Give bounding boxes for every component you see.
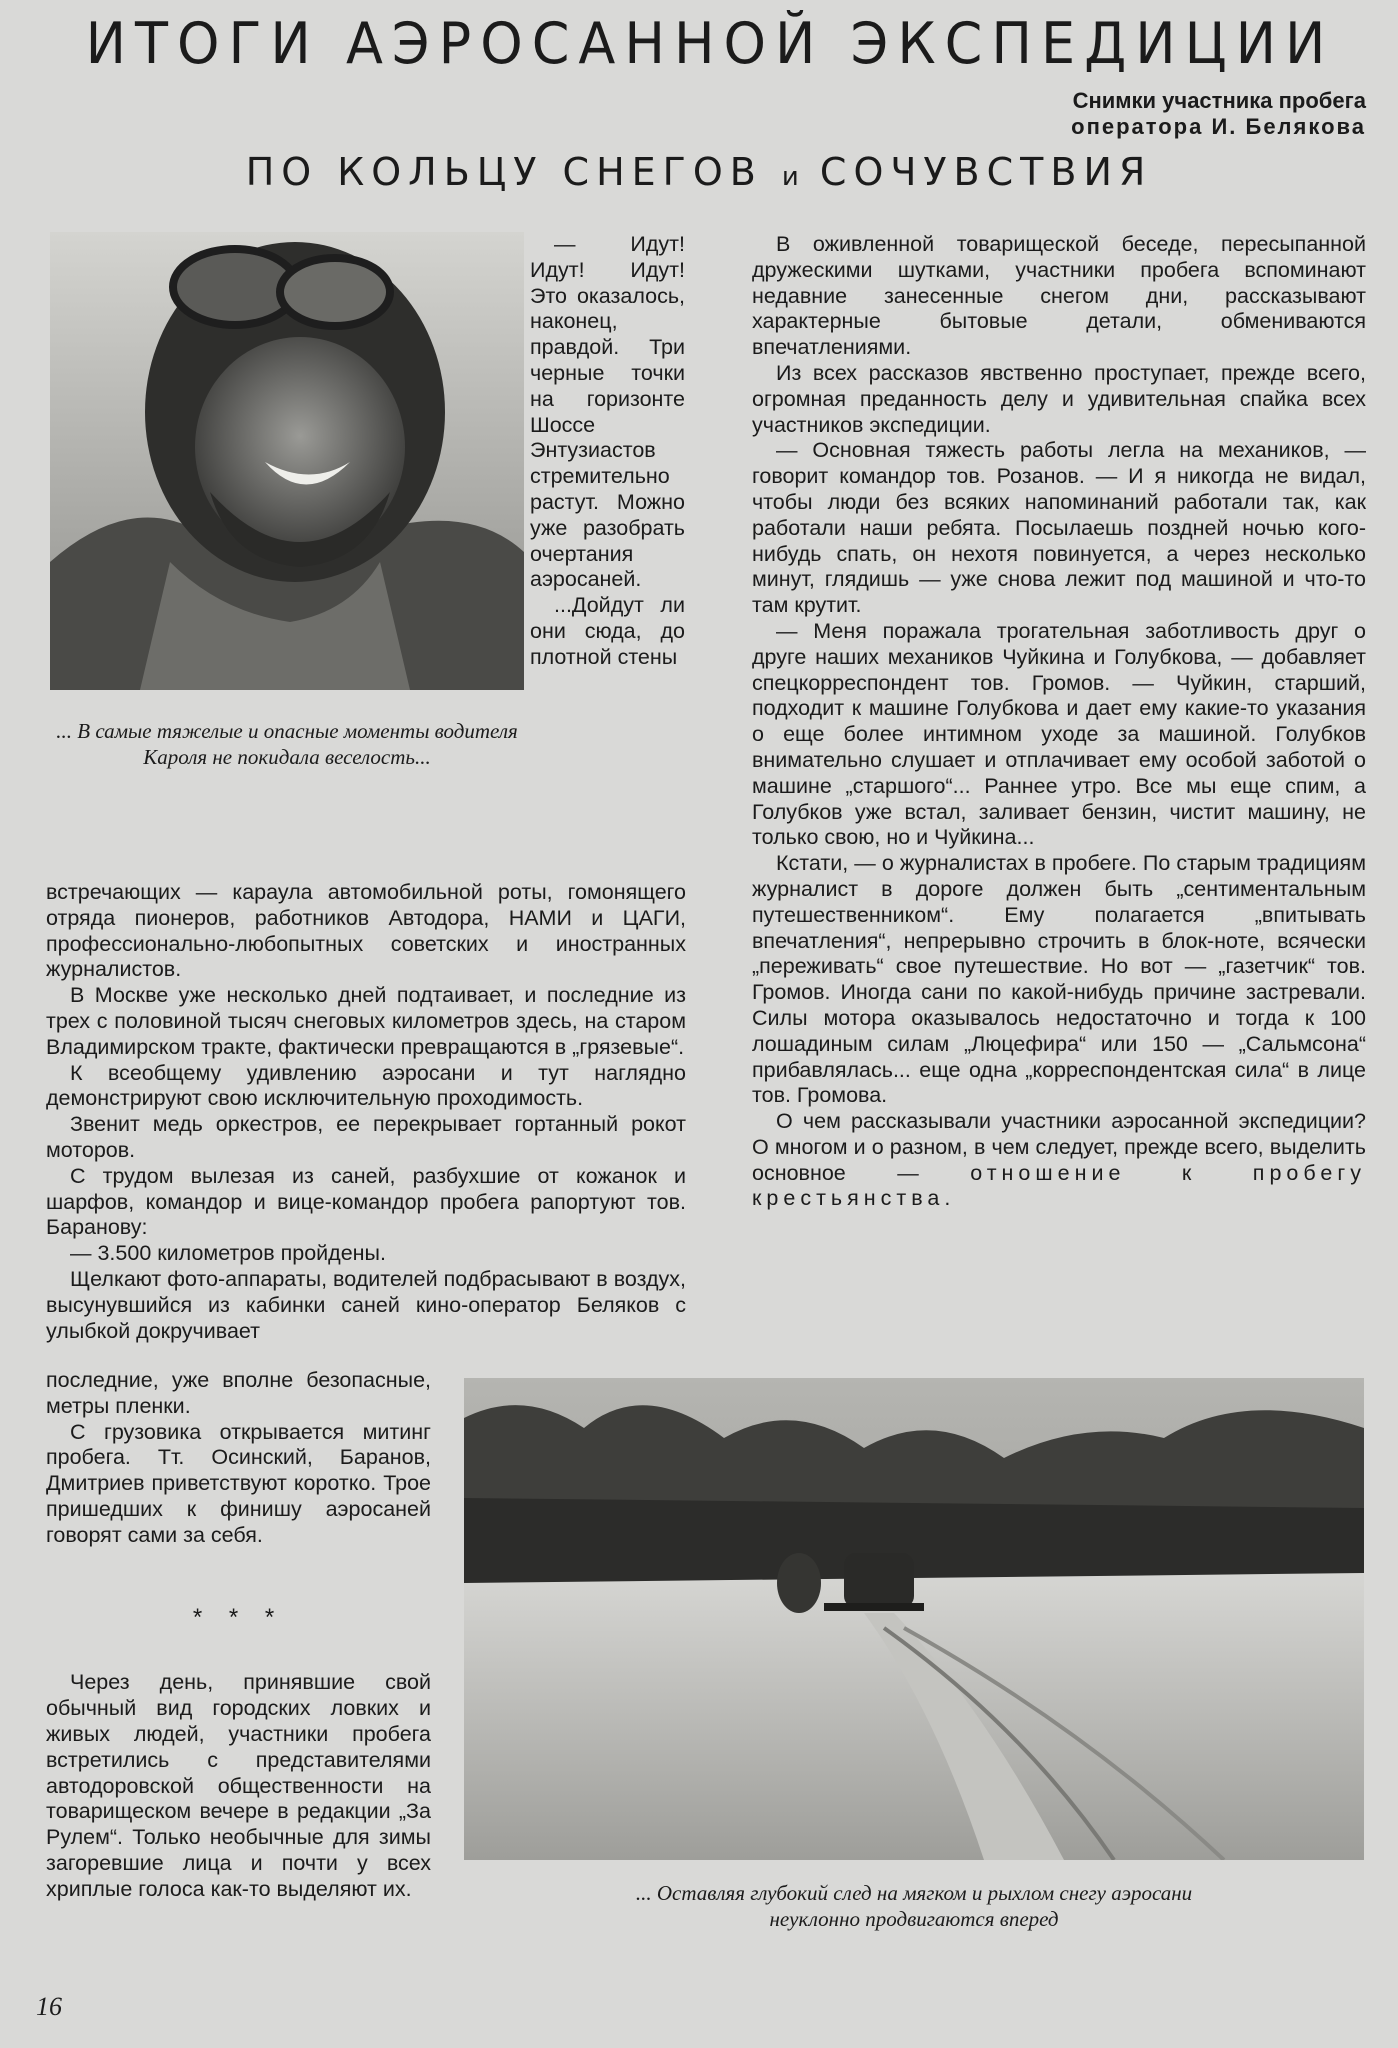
paragraph: С грузовика открывается митинг пробега. Тт. Осинский, Баранов, Дмитриев приветствуют коротко. Трое пришедших к финишу аэросаней говорят сами за себя.	[46, 1419, 431, 1547]
paragraph: Через день, принявшие свой обычный вид городских ловких и живых людей, участники пробега встретились с представителями автодоровской общественности на товарищеском вечере в редакции „За Рулем“. Только необычные для зимы загоревшие лица и почти у всех хриплые голоса как-то выделяют их.	[46, 1670, 431, 1901]
page-title: ИТОГИ АЭРОСАННОЙ ЭКСПЕДИЦИИ	[85, 10, 1335, 77]
paragraph: ...Дойдут ли они сюда, до плотной стены	[530, 593, 685, 669]
paragraph-text: О чем рассказывали участники аэросанной экспедиции? О многом и о разном, в чем следует, прежде всего, выделить основное —	[752, 1109, 1366, 1185]
right-column	[752, 232, 1366, 1212]
paragraph: В оживленной товарищеской беседе, пересыпанной дружескими шутками, участники пробега вспоминают недавние занесенные снегом дни, рассказывают характерные бытовые детали, обмениваются впечатлениями.	[752, 232, 1366, 360]
subtitle-part-2: СОЧУВСТВИЯ	[819, 150, 1153, 194]
paragraph: С трудом вылезая из саней, разбухшие от кожанок и шарфов, командор и вице-командор пробега рапортуют тов. Баранову:	[46, 1163, 686, 1240]
left-column	[46, 880, 686, 1344]
subtitle-part-1: ПО КОЛЬЦУ СНЕГОВ	[245, 150, 763, 194]
aerosled-snow-image	[464, 1378, 1364, 1860]
paragraph	[752, 1109, 1366, 1212]
page-number: 16	[36, 1992, 62, 2021]
paragraph: В Москве уже несколько дней подтаивает, и последние из трех с половиной тысяч снеговых километров здесь, на старом Владимирском тракте, фактически превращаются в „грязевые“.	[46, 983, 686, 1059]
emphasized-text: отношение к пробегу крестьянства.	[752, 1160, 1366, 1211]
portrait-image	[50, 232, 524, 690]
paragraph: последние, уже вполне безопасные, метры пленки.	[46, 1368, 431, 1418]
paragraph: — 3.500 километров пройдены.	[70, 1241, 386, 1266]
photo-credits	[1071, 88, 1366, 140]
caption-line-2: неуклонно продвигаются вперед	[769, 1907, 1059, 1931]
paragraph: встречающих — караула автомобильной роты, гомонящего отряда пионеров, работников Автодора, НАМИ и ЦАГИ, профессионально-любопытных советских и иностранных журналистов.	[46, 880, 686, 982]
paragraph: — Основная тяжесть работы легла на механиков, — говорит командор тов. Розанов. — И я никогда не видал, чтобы люди без всяких напоминаний работали так, как работали наши ребята. Посылаешь поздней ночью кого-нибудь спать, он нехотя повинуется, а через несколько минут, глядишь — уже снова лежит под машиной и что-то там крутит.	[752, 438, 1366, 618]
portrait-caption: ... В самые тяжелые и опасные моменты водителя Кароля не покидала веселость...	[56, 719, 518, 769]
narrow-column	[530, 232, 685, 671]
paragraph: Из всех рассказов явственно проступает, прежде всего, огромная преданность делу и удивительная спайка всех участников экспедиции.	[752, 360, 1366, 437]
paragraph: Звенит медь оркестров, ее перекрывает гортанный рокот моторов.	[46, 1112, 686, 1162]
paragraph: Кстати, — о журналистах в пробеге. По старым традициям журналист в дороге должен быть „сентиментальным путешественником“. Ему полагается „впитывать впечатления“, непрерывно строчить в блок-ноте, всячески „переживать“ свое путешествие. Но вот — „газетчик“ тов. Громов. Иногда сани по какой-нибудь причине застревали. Силы мотора оказывалось недостаточно и тогда к 100 лошадиным силам „Люцефира“ или 150 — „Сальмсона“ прибавлялась... еще одна „корреспондентская сила“ в лице тов. Громова.	[752, 851, 1366, 1108]
credits-line-2: оператора И. Белякова	[1071, 114, 1366, 139]
credits-line-1: Снимки участника пробега	[1072, 88, 1366, 113]
subtitle-and: и	[781, 162, 801, 192]
paragraph: — Идут! Идут! Идут! Это оказалось, наконец, правдой. Три черные точки на горизонте Шоссе Энтузиастов стремительно растут. Можно уже разобрать очертания аэросаней.	[530, 232, 685, 592]
paragraph: К всеобщему удивлению аэросани и тут наглядно демонстрируют свою исключительную проходимость.	[46, 1060, 686, 1111]
paragraph: — Меня поражала трогательная заботливость друг о друге наших механиков Чуйкина и Голубкова, — добавляет спецкорреспондент тов. Громов. — Чуйкин, старший, подходит к машине Голубкова и дает ему какие-то указания о еще более интимном уходе за машиной. Голубков внимательно слушает и отплачивает ему особой заботой о машине „старшого“... Раннее утро. Все мы еще спим, а Голубков уже встал, заливает бензин, чистит машину, не только свою, но и Чуйкина...	[752, 618, 1366, 850]
snow-photo-caption	[464, 1880, 1364, 1932]
section-separator: * * *	[192, 1603, 285, 1631]
paragraph: Щелкают фото-аппараты, водителей подбрасывают в воздух, высунувшийся из кабинки саней кино-оператор Беляков с улыбкой докручивает	[46, 1266, 687, 1343]
portrait-photo	[50, 232, 524, 690]
snow-photo	[464, 1378, 1364, 1860]
lower-left-column	[46, 1368, 431, 1903]
article-subtitle	[0, 150, 1398, 194]
caption-line-1: ... Оставляя глубокий след на мягком и рыхлом снегу аэросани	[635, 1881, 1193, 1905]
